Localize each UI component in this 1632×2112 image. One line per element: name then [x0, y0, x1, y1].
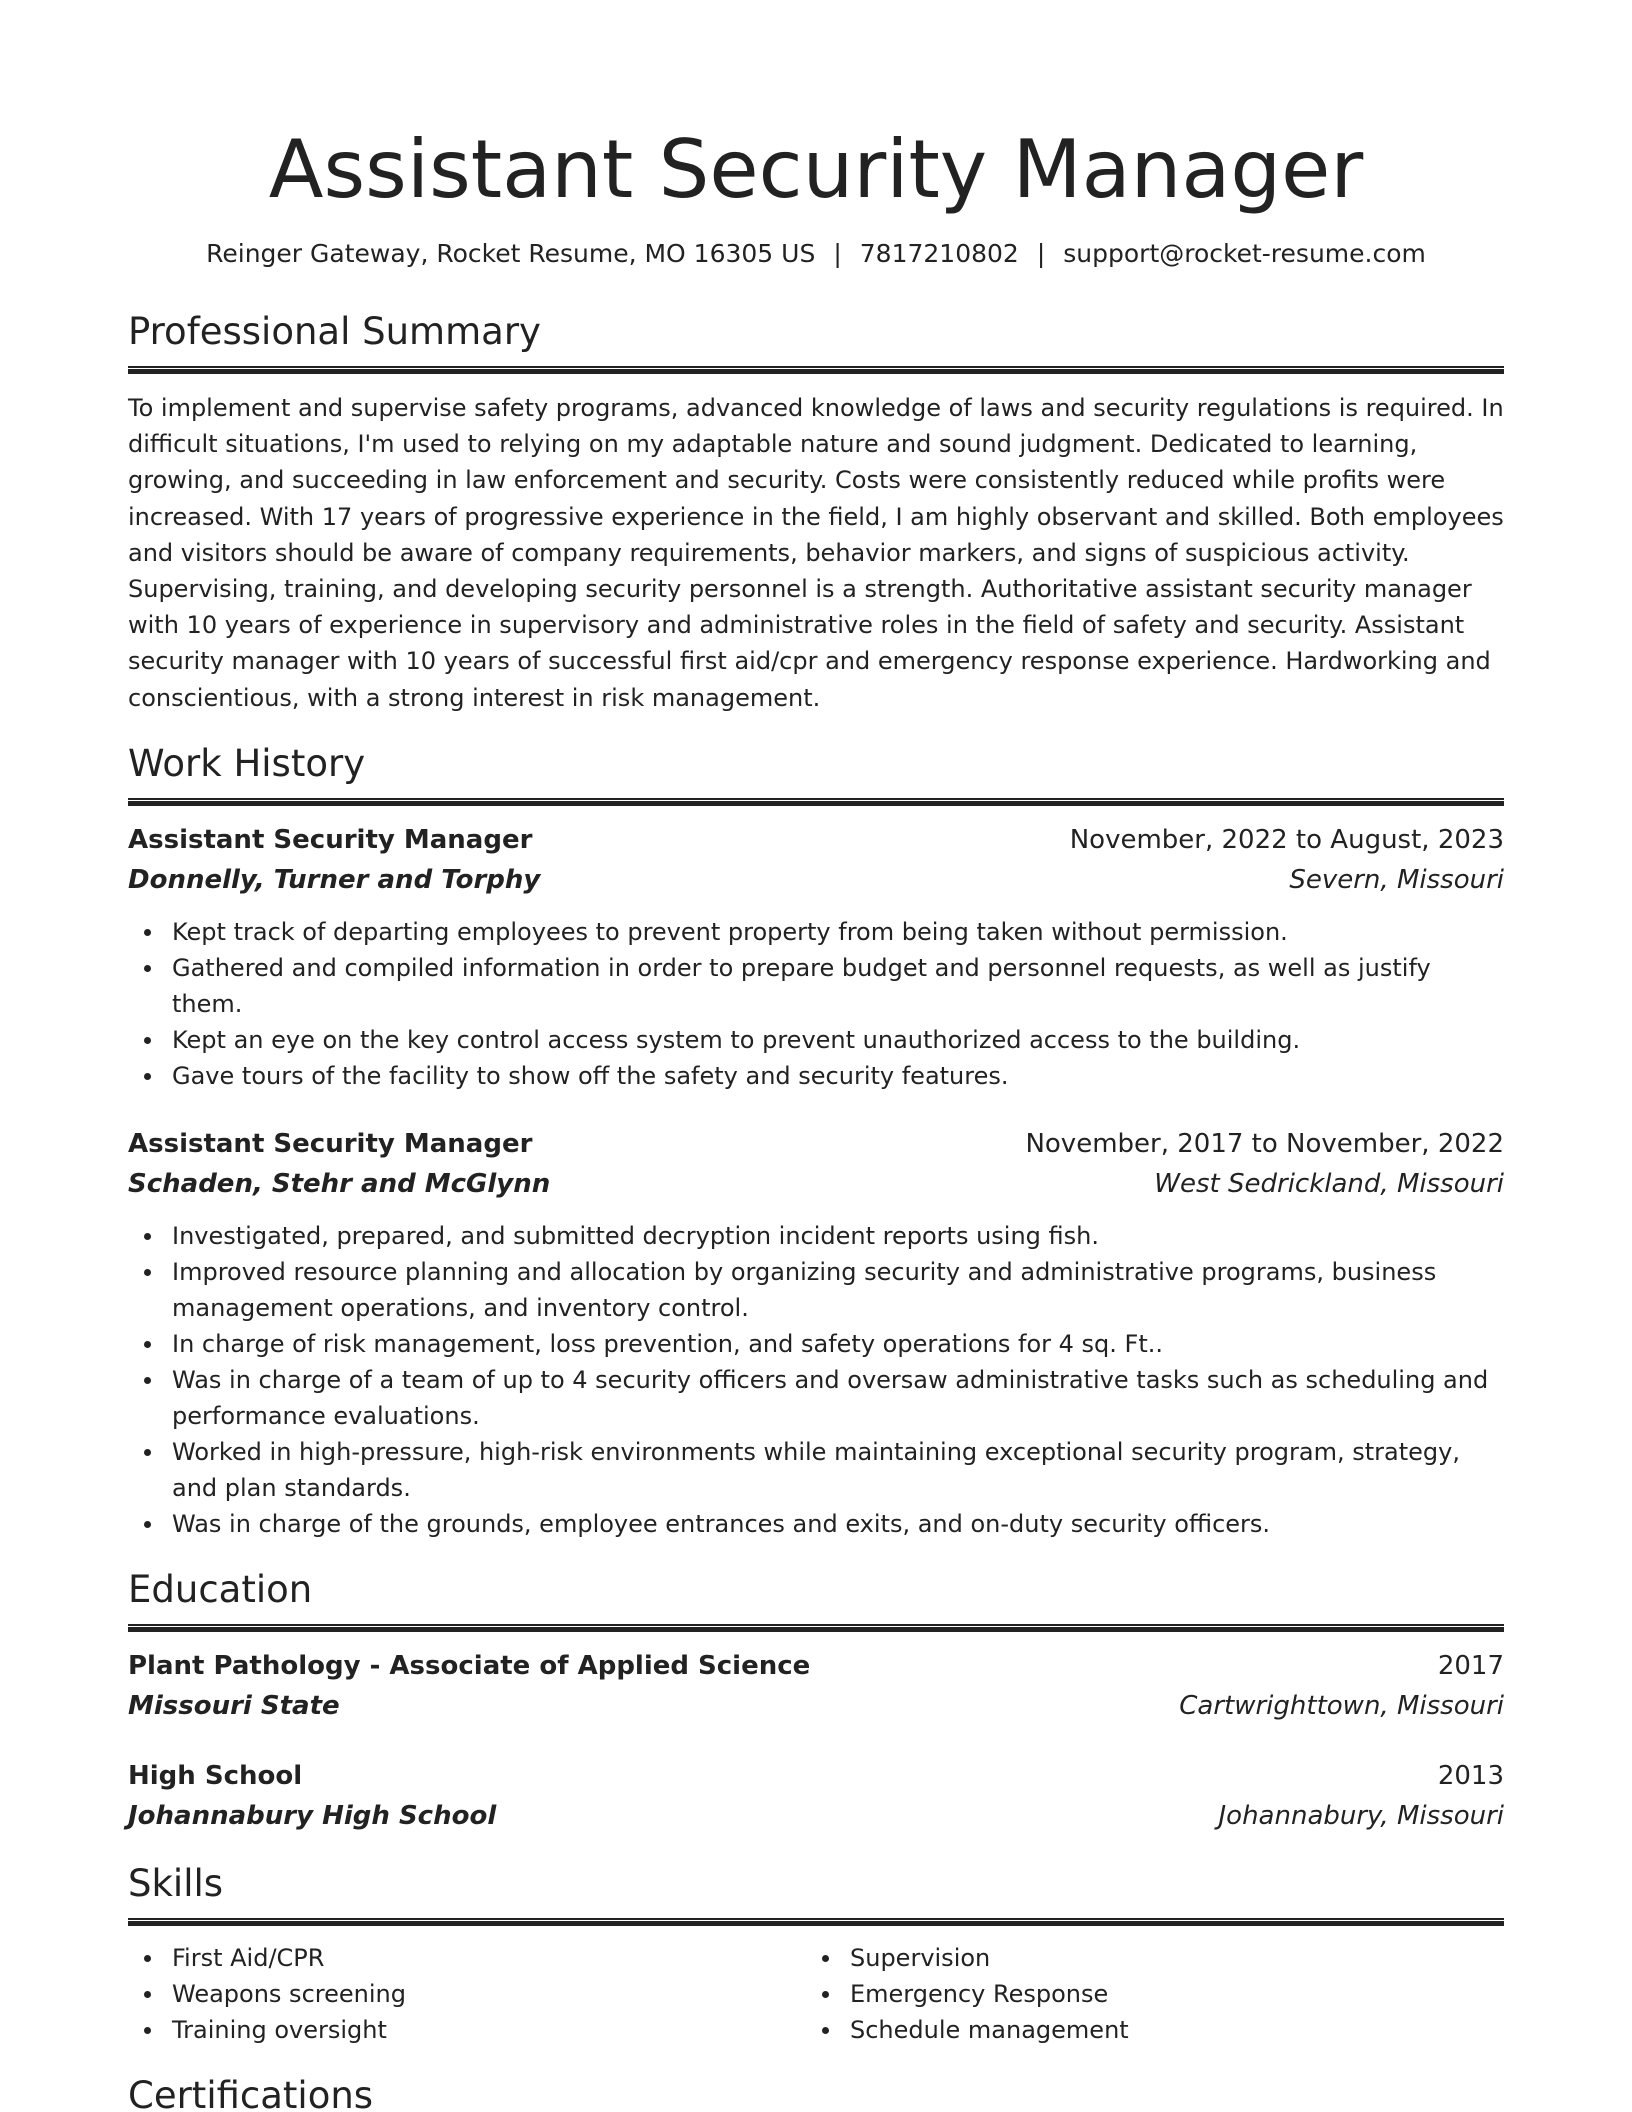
section-heading: Skills	[128, 1861, 224, 1905]
list-item: Was in charge of a team of up to 4 security officers and oversaw administrative tasks such as scheduling and performance evaluations.	[128, 1362, 1504, 1434]
contact-address: Reinger Gateway, Rocket Resume, MO 16305 US	[206, 239, 816, 268]
list-item: Was in charge of the grounds, employee entrances and exits, and on-duty security officers.	[128, 1506, 1504, 1542]
job-location: West Sedrickland, Missouri	[1154, 1168, 1504, 1199]
education-year: 2013	[1437, 1760, 1504, 1791]
education-degree: Plant Pathology - Associate of Applied Science	[128, 1650, 811, 1681]
list-item: Kept an eye on the key control access system to prevent unauthorized access to the building.	[128, 1022, 1504, 1058]
list-item: Kept track of departing employees to prevent property from being taken without permission.	[128, 914, 1504, 950]
job-bullets	[128, 914, 1504, 1094]
skill-item: Emergency Response	[806, 1976, 1484, 2012]
education-entry	[128, 1646, 1504, 1726]
list-item: Gathered and compiled information in order to prepare budget and personnel requests, as well as justify them.	[128, 950, 1504, 1022]
skill-item: Weapons screening	[128, 1976, 806, 2012]
job-entry	[128, 820, 1504, 1094]
certifications-section	[128, 2074, 1504, 2112]
resume-title: Assistant Security Manager	[268, 123, 1364, 216]
contact-separator: |	[833, 239, 842, 268]
summary-text: To implement and supervise safety programs, advanced knowledge of laws and security regulations is required. In difficult situations, I'm used to relying on my adaptable nature and sound judgment. Dedicated to learning, growing, and succeeding in law enforcement and security. Costs were consistently reduced while profits were increased. With 17 years of progressive experience in the field, I am highly observant and skilled. Both employees and visitors should be aware of company requirements, behavior markers, and signs of suspicious activity. Supervising, training, and developing security personnel is a strength. Authoritative assistant security manager with 10 years of experience in supervisory and administrative roles in the field of safety and security. Assistant security manager with 10 years of successful first aid/cpr and emergency response experience. Hardworking and conscientious, with a strong interest in risk management.	[128, 394, 1504, 712]
job-company: Schaden, Stehr and McGlynn	[128, 1168, 551, 1199]
section-divider	[128, 366, 1504, 374]
skills-columns	[128, 1940, 1504, 2048]
education-header	[128, 1646, 1504, 1686]
job-subheader	[128, 1164, 1504, 1204]
skills-list-left	[128, 1940, 806, 2048]
section-heading: Work History	[128, 741, 366, 785]
education-school: Johannabury High School	[128, 1800, 497, 1831]
section-heading: Certifications	[128, 2073, 374, 2112]
education-section	[128, 1568, 1504, 1836]
job-title: Assistant Security Manager	[128, 824, 533, 855]
list-item: Gave tours of the facility to show off the safety and security features.	[128, 1058, 1504, 1094]
job-entry	[128, 1124, 1504, 1542]
job-dates: November, 2017 to November, 2022	[1025, 1128, 1504, 1159]
list-item: Investigated, prepared, and submitted decryption incident reports using fish.	[128, 1218, 1504, 1254]
education-location: Cartwrighttown, Missouri	[1179, 1690, 1504, 1721]
section-heading: Professional Summary	[128, 310, 541, 353]
section-divider	[128, 1918, 1504, 1926]
contact-email: support@rocket-resume.com	[1063, 239, 1426, 268]
job-dates: November, 2022 to August, 2023	[1069, 824, 1504, 855]
education-degree: High School	[128, 1760, 303, 1791]
skill-item: First Aid/CPR	[128, 1940, 806, 1976]
resume-page	[128, 0, 1504, 2112]
job-title: Assistant Security Manager	[128, 1128, 533, 1159]
skills-section	[128, 1862, 1504, 2048]
skill-item: Supervision	[806, 1940, 1484, 1976]
education-location: Johannabury, Missouri	[1218, 1800, 1504, 1831]
skill-item: Schedule management	[806, 2012, 1484, 2048]
list-item: Worked in high-pressure, high-risk environments while maintaining exceptional security program, strategy, and plan standards.	[128, 1434, 1504, 1506]
job-company: Donnelly, Turner and Torphy	[128, 864, 541, 895]
education-year: 2017	[1437, 1650, 1504, 1681]
section-divider	[128, 1624, 1504, 1632]
education-subheader	[128, 1686, 1504, 1726]
contact-line	[128, 238, 1504, 270]
skills-list-right	[806, 1940, 1484, 2048]
list-item: In charge of risk management, loss prevention, and safety operations for 4 sq. Ft..	[128, 1326, 1504, 1362]
contact-phone: 7817210802	[859, 239, 1019, 268]
section-heading: Education	[128, 1567, 313, 1611]
job-bullets	[128, 1218, 1504, 1542]
work-history-section	[128, 742, 1504, 1542]
section-divider	[128, 798, 1504, 806]
list-item: Improved resource planning and allocation by organizing security and administrative programs, business management operations, and inventory control.	[128, 1254, 1504, 1326]
job-location: Severn, Missouri	[1289, 864, 1504, 895]
job-header	[128, 1124, 1504, 1164]
education-subheader	[128, 1796, 1504, 1836]
contact-separator: |	[1036, 239, 1046, 268]
job-header	[128, 820, 1504, 860]
job-subheader	[128, 860, 1504, 900]
summary-section	[128, 310, 1504, 716]
education-entry	[128, 1756, 1504, 1836]
skill-item: Training oversight	[128, 2012, 806, 2048]
education-school: Missouri State	[128, 1690, 340, 1721]
education-header	[128, 1756, 1504, 1796]
